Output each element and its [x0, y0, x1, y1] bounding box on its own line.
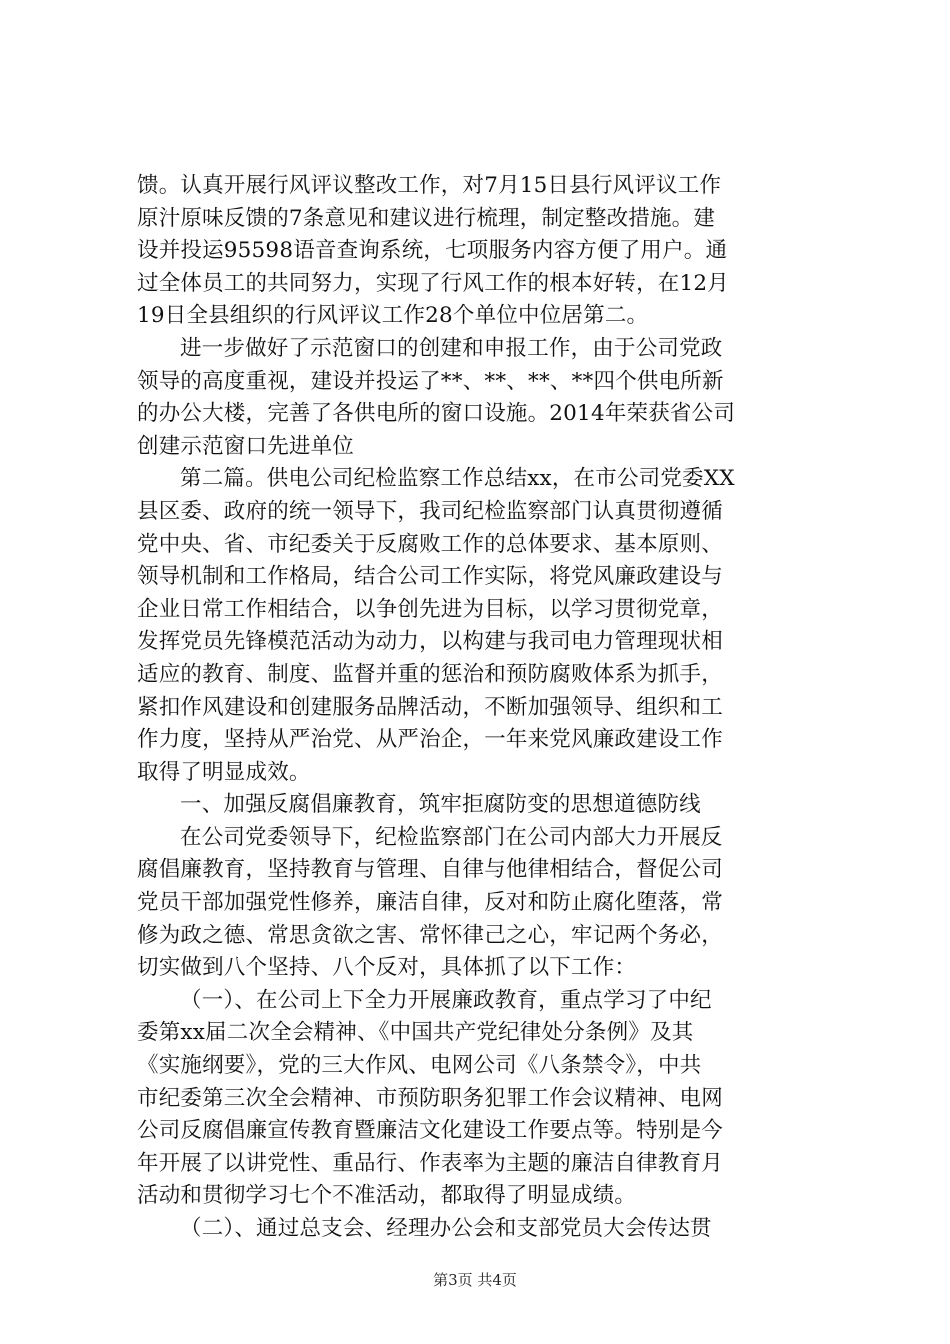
page-number: 第3页 共4页: [433, 1271, 517, 1289]
text-line: 《实施纲要》，党的三大作风、电网公司《八条禁令》，中共: [137, 1053, 702, 1079]
document-body: [137, 170, 834, 1246]
text-line: 切实做到八个坚持、八个反对，具体抓了以下工作：: [137, 955, 637, 981]
text-line: 过全体员工的共同努力，实现了行风工作的根本好转，在12月: [137, 270, 729, 296]
text-line: 腐倡廉教育，坚持教育与管理、自律与他律相结合，督促公司: [137, 857, 723, 883]
text-line: 企业日常工作相结合，以争创先进为目标，以学习贯彻党章，: [137, 596, 723, 622]
text-line: 创建示范窗口先进单位: [137, 433, 355, 459]
text-line: 19日全县组织的行风评议工作28个单位中位居第二。: [137, 303, 649, 329]
text-line: 第二篇。供电公司纪检监察工作总结xx，在市公司党委XX: [180, 466, 735, 492]
text-line: 原汁原味反馈的7条意见和建议进行梳理，制定整改措施。建: [137, 205, 716, 231]
text-line: （一）、在公司上下全力开展廉政教育，重点学习了中纪: [180, 987, 712, 1013]
text-line: （二）、通过总支会、经理办公会和支部党员大会传达贯: [180, 1216, 712, 1241]
text-line: 党中央、省、市纪委关于反腐败工作的总体要求、基本原则、: [137, 531, 723, 557]
text-line: 馈。认真开展行风评议整改工作，对7月15日县行风评议工作: [137, 173, 722, 198]
page-footer: [0, 1270, 950, 1290]
text-line: 党员干部加强党性修养，廉洁自律，反对和防止腐化堕落，常: [137, 890, 723, 916]
text-line: 领导机制和工作格局，结合公司工作实际，将党风廉政建设与: [137, 564, 723, 590]
text-line: 的办公大楼，完善了各供电所的窗口设施。2014年荣获省公司: [137, 401, 736, 427]
section-heading: 一、加强反腐倡廉教育，筑牢拒腐防变的思想道德防线: [180, 792, 701, 818]
text-line: 年开展了以讲党性、重品行、作表率为主题的廉洁自律教育月: [137, 1150, 723, 1176]
text-line: 市纪委第三次全会精神、市预防职务犯罪工作会议精神、电网: [137, 1085, 723, 1111]
text-line: 进一步做好了示范窗口的创建和申报工作，由于公司党政: [180, 335, 723, 361]
text-line: 适应的教育、制度、监督并重的惩治和预防腐败体系为抓手，: [137, 661, 723, 687]
text-line: 领导的高度重视，建设并投运了**、**、**、**四个供电所新: [137, 368, 724, 394]
text-line: 紧扣作风建设和创建服务品牌活动，不断加强领导、组织和工: [137, 694, 723, 720]
text-line: 发挥党员先锋模范活动为动力，以构建与我司电力管理现状相: [137, 629, 723, 655]
text-line: 作力度，坚持从严治党、从严治企，一年来党风廉政建设工作: [137, 727, 723, 753]
text-line: 公司反腐倡廉宣传教育暨廉洁文化建设工作要点等。特别是今: [137, 1118, 723, 1144]
text-line: 委第xx届二次全会精神、《中国共产党纪律处分条例》及其: [137, 1020, 694, 1046]
text-line: 设并投运95598语音查询系统，七项服务内容方便了用户。通: [137, 238, 728, 264]
text-line: 县区委、政府的统一领导下，我司纪检监察部门认真贯彻遵循: [137, 498, 723, 524]
text-line: 修为政之德、常思贪欲之害、常怀律己之心，牢记两个务必，: [137, 922, 723, 948]
text-line: 在公司党委领导下，纪检监察部门在公司内部大力开展反: [180, 824, 723, 850]
text-line: 活动和贯彻学习七个不准活动，都取得了明显成绩。: [137, 1183, 637, 1209]
text-line: 取得了明显成效。: [137, 759, 311, 785]
